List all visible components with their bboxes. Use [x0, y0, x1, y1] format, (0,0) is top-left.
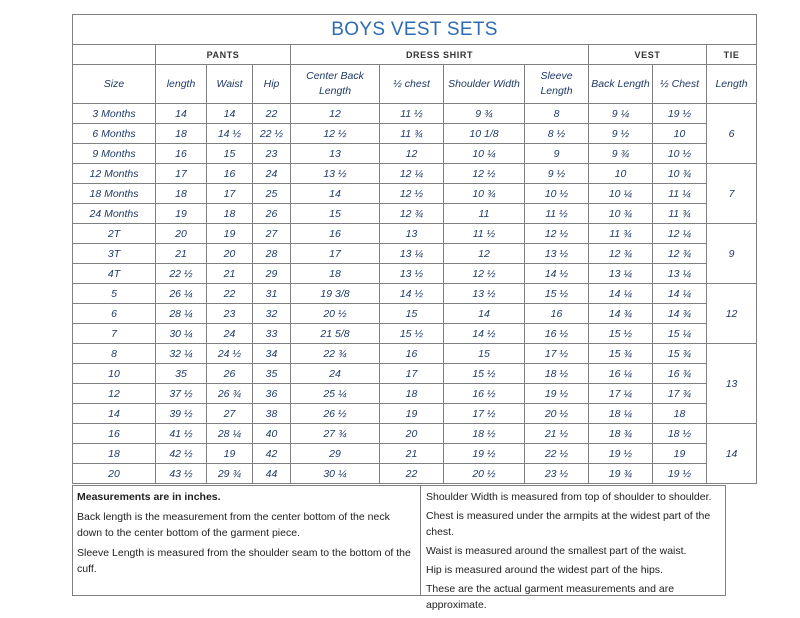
shoulder-width-cell: 10 1/8 — [444, 124, 525, 144]
pants-hip-cell: 26 — [253, 204, 291, 224]
half-chest-cell: 13 ½ — [380, 264, 444, 284]
shoulder-width-cell: 13 ½ — [444, 284, 525, 304]
half-chest-cell: 12 ½ — [380, 184, 444, 204]
table-row — [73, 184, 757, 204]
sleeve-length-cell: 8 — [525, 104, 589, 124]
pants-hip-cell: 31 — [253, 284, 291, 304]
vest-half-chest-cell: 13 ¼ — [653, 264, 707, 284]
half-chest-cell: 15 ½ — [380, 324, 444, 344]
tie-length-cell: 13 — [707, 344, 757, 424]
center-back-length-cell: 15 — [291, 204, 380, 224]
table-row — [73, 264, 757, 284]
pants-hip-cell: 27 — [253, 224, 291, 244]
half-chest-cell: 20 — [380, 424, 444, 444]
size-cell: 20 — [73, 464, 156, 484]
sleeve-length-cell: 22 ½ — [525, 444, 589, 464]
vest-back-length-cell: 9 ½ — [589, 124, 653, 144]
group-header-tie: TIE — [707, 45, 757, 65]
pants-waist-cell: 24 — [207, 324, 253, 344]
shoulder-width-cell: 20 ½ — [444, 464, 525, 484]
tie-length-cell: 12 — [707, 284, 757, 344]
size-cell: 8 — [73, 344, 156, 364]
pants-length-cell: 22 ½ — [156, 264, 207, 284]
center-back-length-cell: 13 — [291, 144, 380, 164]
pants-waist-cell: 14 ½ — [207, 124, 253, 144]
shoulder-width-cell: 15 — [444, 344, 525, 364]
tie-length-cell: 6 — [707, 104, 757, 164]
center-back-length-cell: 20 ½ — [291, 304, 380, 324]
pants-waist-cell: 27 — [207, 404, 253, 424]
half-chest-cell: 21 — [380, 444, 444, 464]
pants-hip-cell: 23 — [253, 144, 291, 164]
sleeve-length-cell: 14 ½ — [525, 264, 589, 284]
table-row — [73, 224, 757, 244]
notes-section — [72, 485, 726, 611]
pants-length-cell: 14 — [156, 104, 207, 124]
table-row — [73, 304, 757, 324]
table-row — [73, 244, 757, 264]
vest-half-chest-cell: 12 ¾ — [653, 244, 707, 264]
pants-length-cell: 18 — [156, 184, 207, 204]
pants-hip-cell: 40 — [253, 424, 291, 444]
column-vest-back-length: Back Length — [589, 65, 653, 104]
size-cell: 4T — [73, 264, 156, 284]
sleeve-length-cell: 10 ½ — [525, 184, 589, 204]
table-row — [73, 324, 757, 344]
table-row — [73, 204, 757, 224]
pants-hip-cell: 36 — [253, 384, 291, 404]
pants-waist-cell: 26 — [207, 364, 253, 384]
vest-back-length-cell: 9 ¼ — [589, 104, 653, 124]
vest-back-length-cell: 14 ¾ — [589, 304, 653, 324]
tie-length-cell: 7 — [707, 164, 757, 224]
vest-half-chest-cell: 11 ¾ — [653, 204, 707, 224]
center-back-length-cell: 16 — [291, 224, 380, 244]
pants-length-cell: 39 ½ — [156, 404, 207, 424]
center-back-length-cell: 13 ½ — [291, 164, 380, 184]
pants-waist-cell: 22 — [207, 284, 253, 304]
vest-back-length-cell: 16 ¼ — [589, 364, 653, 384]
pants-length-cell: 16 — [156, 144, 207, 164]
sleeve-length-cell: 9 — [525, 144, 589, 164]
vest-back-length-cell: 19 ½ — [589, 444, 653, 464]
center-back-length-cell: 21 5/8 — [291, 324, 380, 344]
sleeve-length-cell: 16 — [525, 304, 589, 324]
table-row — [73, 164, 757, 184]
shoulder-width-cell: 11 — [444, 204, 525, 224]
note-chest: Chest is measured under the armpits at the widest part of the chest. — [426, 510, 711, 538]
shoulder-width-cell: 12 ½ — [444, 164, 525, 184]
half-chest-cell: 12 — [380, 144, 444, 164]
half-chest-cell: 18 — [380, 384, 444, 404]
half-chest-cell: 19 — [380, 404, 444, 424]
column-sleeve-length: Sleeve Length — [525, 65, 589, 104]
center-back-length-cell: 29 — [291, 444, 380, 464]
note-hip: Hip is measured around the widest part of the hips. — [426, 564, 663, 576]
table-row — [73, 124, 757, 144]
note-sleeve-length: Sleeve Length is measured from the shoulder seam to the bottom of the cuff. — [77, 547, 411, 575]
note-waist: Waist is measured around the smallest part of the waist. — [426, 545, 687, 557]
size-cell: 12 — [73, 384, 156, 404]
vest-half-chest-cell: 16 ¾ — [653, 364, 707, 384]
vest-half-chest-cell: 14 ¾ — [653, 304, 707, 324]
size-cell: 3 Months — [73, 104, 156, 124]
group-header-pants: PANTS — [156, 45, 291, 65]
size-cell: 18 Months — [73, 184, 156, 204]
table-row — [73, 464, 757, 484]
pants-hip-cell: 34 — [253, 344, 291, 364]
half-chest-cell: 22 — [380, 464, 444, 484]
table-row — [73, 444, 757, 464]
size-cell: 2T — [73, 224, 156, 244]
size-cell: 16 — [73, 424, 156, 444]
pants-length-cell: 28 ¼ — [156, 304, 207, 324]
center-back-length-cell: 12 ½ — [291, 124, 380, 144]
sleeve-length-cell: 15 ½ — [525, 284, 589, 304]
vest-back-length-cell: 18 ¼ — [589, 404, 653, 424]
pants-length-cell: 21 — [156, 244, 207, 264]
vest-back-length-cell: 10 — [589, 164, 653, 184]
vest-half-chest-cell: 12 ¼ — [653, 224, 707, 244]
size-cell: 18 — [73, 444, 156, 464]
size-rows — [73, 104, 757, 484]
sleeve-length-cell: 12 ½ — [525, 224, 589, 244]
half-chest-cell: 12 ¼ — [380, 164, 444, 184]
pants-length-cell: 26 ¼ — [156, 284, 207, 304]
column-pants-hip: Hip — [253, 65, 291, 104]
center-back-length-cell: 30 ¼ — [291, 464, 380, 484]
center-back-length-cell: 22 ¾ — [291, 344, 380, 364]
center-back-length-cell: 17 — [291, 244, 380, 264]
sleeve-length-cell: 11 ½ — [525, 204, 589, 224]
vest-back-length-cell: 18 ¾ — [589, 424, 653, 444]
size-cell: 24 Months — [73, 204, 156, 224]
half-chest-cell: 16 — [380, 344, 444, 364]
pants-hip-cell: 28 — [253, 244, 291, 264]
sleeve-length-cell: 23 ½ — [525, 464, 589, 484]
size-cell: 9 Months — [73, 144, 156, 164]
pants-waist-cell: 16 — [207, 164, 253, 184]
page-title: BOYS VEST SETS — [73, 15, 757, 45]
table-row — [73, 384, 757, 404]
center-back-length-cell: 25 ¼ — [291, 384, 380, 404]
shoulder-width-cell: 12 ½ — [444, 264, 525, 284]
pants-waist-cell: 26 ¾ — [207, 384, 253, 404]
pants-hip-cell: 42 — [253, 444, 291, 464]
vest-half-chest-cell: 11 ¼ — [653, 184, 707, 204]
size-chart-table — [72, 14, 757, 484]
table-row — [73, 364, 757, 384]
pants-waist-cell: 19 — [207, 444, 253, 464]
size-cell: 6 — [73, 304, 156, 324]
tie-length-cell: 14 — [707, 424, 757, 484]
size-cell: 5 — [73, 284, 156, 304]
vest-half-chest-cell: 18 — [653, 404, 707, 424]
sleeve-length-cell: 20 ½ — [525, 404, 589, 424]
half-chest-cell: 15 — [380, 304, 444, 324]
size-cell: 12 Months — [73, 164, 156, 184]
vest-half-chest-cell: 10 — [653, 124, 707, 144]
pants-waist-cell: 23 — [207, 304, 253, 324]
pants-waist-cell: 20 — [207, 244, 253, 264]
half-chest-cell: 11 ¾ — [380, 124, 444, 144]
pants-hip-cell: 44 — [253, 464, 291, 484]
pants-length-cell: 30 ¼ — [156, 324, 207, 344]
size-cell: 3T — [73, 244, 156, 264]
center-back-length-cell: 14 — [291, 184, 380, 204]
column-header-row — [73, 65, 757, 104]
pants-waist-cell: 15 — [207, 144, 253, 164]
tie-length-cell: 9 — [707, 224, 757, 284]
pants-waist-cell: 17 — [207, 184, 253, 204]
column-center-back-length: Center Back Length — [291, 65, 380, 104]
pants-length-cell: 20 — [156, 224, 207, 244]
column-shoulder-width: Shoulder Width — [444, 65, 525, 104]
column-pants-waist: Waist — [207, 65, 253, 104]
center-back-length-cell: 19 3/8 — [291, 284, 380, 304]
vest-half-chest-cell: 14 ¼ — [653, 284, 707, 304]
size-cell: 7 — [73, 324, 156, 344]
shoulder-width-cell: 15 ½ — [444, 364, 525, 384]
vest-half-chest-cell: 15 ¾ — [653, 344, 707, 364]
table-row — [73, 104, 757, 124]
pants-hip-cell: 33 — [253, 324, 291, 344]
column-size: Size — [73, 65, 156, 104]
table-row — [73, 344, 757, 364]
vest-back-length-cell: 10 ¼ — [589, 184, 653, 204]
vest-back-length-cell: 19 ¾ — [589, 464, 653, 484]
column-pants-length: length — [156, 65, 207, 104]
half-chest-cell: 13 — [380, 224, 444, 244]
pants-hip-cell: 29 — [253, 264, 291, 284]
pants-hip-cell: 35 — [253, 364, 291, 384]
sleeve-length-cell: 18 ½ — [525, 364, 589, 384]
vest-back-length-cell: 15 ½ — [589, 324, 653, 344]
group-header-blank — [73, 45, 156, 65]
vest-back-length-cell: 11 ¾ — [589, 224, 653, 244]
column-tie-length: Length — [707, 65, 757, 104]
pants-length-cell: 43 ½ — [156, 464, 207, 484]
column-half-chest: ½ chest — [380, 65, 444, 104]
vest-back-length-cell: 10 ¾ — [589, 204, 653, 224]
center-back-length-cell: 12 — [291, 104, 380, 124]
note-approximate: These are the actual garment measurements and are approximate. — [426, 583, 675, 611]
sleeve-length-cell: 21 ½ — [525, 424, 589, 444]
center-back-length-cell: 26 ½ — [291, 404, 380, 424]
pants-waist-cell: 21 — [207, 264, 253, 284]
vest-half-chest-cell: 10 ½ — [653, 144, 707, 164]
sleeve-length-cell: 9 ½ — [525, 164, 589, 184]
pants-hip-cell: 25 — [253, 184, 291, 204]
shoulder-width-cell: 10 ¼ — [444, 144, 525, 164]
shoulder-width-cell: 18 ½ — [444, 424, 525, 444]
pants-length-cell: 37 ½ — [156, 384, 207, 404]
vest-half-chest-cell: 19 ½ — [653, 104, 707, 124]
vest-back-length-cell: 9 ¾ — [589, 144, 653, 164]
vest-half-chest-cell: 15 ¼ — [653, 324, 707, 344]
vest-back-length-cell: 12 ¾ — [589, 244, 653, 264]
shoulder-width-cell: 19 ½ — [444, 444, 525, 464]
shoulder-width-cell: 17 ½ — [444, 404, 525, 424]
sleeve-length-cell: 19 ½ — [525, 384, 589, 404]
shoulder-width-cell: 9 ¾ — [444, 104, 525, 124]
notes-left-column — [73, 486, 421, 595]
table-row — [73, 144, 757, 164]
pants-hip-cell: 24 — [253, 164, 291, 184]
note-units: Measurements are in inches. — [77, 491, 221, 503]
vest-back-length-cell: 14 ¼ — [589, 284, 653, 304]
pants-waist-cell: 14 — [207, 104, 253, 124]
pants-length-cell: 18 — [156, 124, 207, 144]
sleeve-length-cell: 8 ½ — [525, 124, 589, 144]
size-cell: 14 — [73, 404, 156, 424]
column-vest-half-chest: ½ Chest — [653, 65, 707, 104]
size-cell: 6 Months — [73, 124, 156, 144]
pants-waist-cell: 19 — [207, 224, 253, 244]
pants-hip-cell: 32 — [253, 304, 291, 324]
pants-waist-cell: 24 ½ — [207, 344, 253, 364]
pants-length-cell: 17 — [156, 164, 207, 184]
center-back-length-cell: 18 — [291, 264, 380, 284]
vest-half-chest-cell: 19 ½ — [653, 464, 707, 484]
vest-half-chest-cell: 17 ¾ — [653, 384, 707, 404]
half-chest-cell: 14 ½ — [380, 284, 444, 304]
table-row — [73, 284, 757, 304]
shoulder-width-cell: 10 ¾ — [444, 184, 525, 204]
note-shoulder-width: Shoulder Width is measured from top of shoulder to shoulder. — [426, 491, 712, 503]
notes-right-column — [421, 486, 725, 611]
half-chest-cell: 17 — [380, 364, 444, 384]
pants-hip-cell: 38 — [253, 404, 291, 424]
size-cell: 10 — [73, 364, 156, 384]
pants-length-cell: 41 ½ — [156, 424, 207, 444]
shoulder-width-cell: 16 ½ — [444, 384, 525, 404]
note-back-length: Back length is the measurement from the center bottom of the neck down to the center bottom of the garment piece. — [77, 511, 390, 539]
vest-back-length-cell: 13 ¼ — [589, 264, 653, 284]
center-back-length-cell: 27 ¾ — [291, 424, 380, 444]
vest-half-chest-cell: 18 ½ — [653, 424, 707, 444]
shoulder-width-cell: 14 — [444, 304, 525, 324]
group-header-vest: VEST — [589, 45, 707, 65]
vest-half-chest-cell: 10 ¾ — [653, 164, 707, 184]
pants-hip-cell: 22 — [253, 104, 291, 124]
pants-waist-cell: 18 — [207, 204, 253, 224]
pants-length-cell: 19 — [156, 204, 207, 224]
vest-back-length-cell: 15 ¾ — [589, 344, 653, 364]
sleeve-length-cell: 17 ½ — [525, 344, 589, 364]
pants-length-cell: 42 ½ — [156, 444, 207, 464]
shoulder-width-cell: 12 — [444, 244, 525, 264]
table-row — [73, 404, 757, 424]
shoulder-width-cell: 14 ½ — [444, 324, 525, 344]
half-chest-cell: 11 ½ — [380, 104, 444, 124]
vest-half-chest-cell: 19 — [653, 444, 707, 464]
half-chest-cell: 13 ¼ — [380, 244, 444, 264]
pants-length-cell: 35 — [156, 364, 207, 384]
half-chest-cell: 12 ¾ — [380, 204, 444, 224]
pants-hip-cell: 22 ½ — [253, 124, 291, 144]
sleeve-length-cell: 13 ½ — [525, 244, 589, 264]
pants-length-cell: 32 ¼ — [156, 344, 207, 364]
shoulder-width-cell: 11 ½ — [444, 224, 525, 244]
group-header-dress-shirt: DRESS SHIRT — [291, 45, 589, 65]
vest-back-length-cell: 17 ¼ — [589, 384, 653, 404]
pants-waist-cell: 28 ¼ — [207, 424, 253, 444]
pants-waist-cell: 29 ¾ — [207, 464, 253, 484]
sleeve-length-cell: 16 ½ — [525, 324, 589, 344]
center-back-length-cell: 24 — [291, 364, 380, 384]
table-row — [73, 424, 757, 444]
